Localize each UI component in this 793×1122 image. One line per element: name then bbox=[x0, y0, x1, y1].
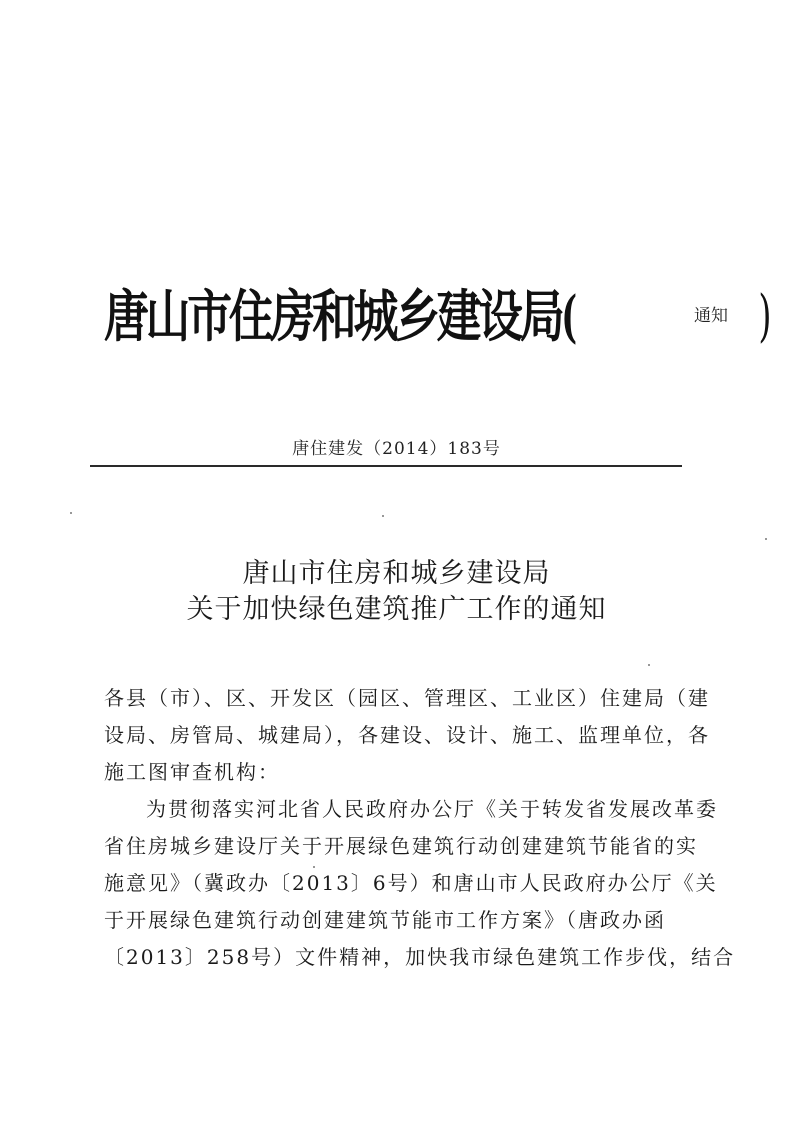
header-rule bbox=[90, 465, 682, 467]
addressee-line: 设局、房管局、城建局），各建设、设计、施工、监理单位，各 bbox=[104, 723, 710, 747]
body-paragraph bbox=[104, 791, 736, 976]
title-line-1: 唐山市住房和城乡建设局 bbox=[242, 558, 551, 589]
masthead bbox=[104, 282, 772, 362]
addressee-line: 各县（市）、区、开发区（园区、管理区、工业区）住建局（建 bbox=[104, 686, 710, 710]
addressee-line: 施工图审查机构： bbox=[104, 760, 280, 784]
scan-speck bbox=[765, 538, 767, 540]
document-body bbox=[104, 680, 736, 976]
masthead-organization: 唐山市住房和城乡建设局 bbox=[104, 284, 562, 350]
body-line: 于开展绿色建筑行动创建建筑节能市工作方案》（唐政办函 bbox=[104, 908, 666, 932]
masthead-paren-close: ) bbox=[758, 284, 772, 349]
document-title bbox=[0, 556, 793, 628]
scan-speck bbox=[313, 866, 315, 868]
document-number: 唐住建发（2014）183号 bbox=[292, 439, 501, 459]
body-line: 省住房城乡建设厅关于开展绿色建筑行动创建建筑节能省的实 bbox=[104, 834, 698, 858]
scan-speck bbox=[70, 512, 72, 514]
scan-speck bbox=[382, 515, 384, 517]
body-line: 〔2013〕258号）文件精神，加快我市绿色建筑工作步伐，结合 bbox=[104, 945, 736, 969]
title-line-2: 关于加快绿色建筑推广工作的通知 bbox=[186, 594, 607, 625]
masthead-document-type: 通知 bbox=[694, 306, 728, 326]
masthead-paren-open: ( bbox=[561, 284, 578, 350]
addressee-paragraph bbox=[104, 680, 710, 791]
body-line: 为贯彻落实河北省人民政府办公厅《关于转发省发展改革委 bbox=[146, 797, 718, 821]
scan-speck bbox=[648, 664, 650, 666]
body-line: 施意见》（冀政办〔2013〕6号）和唐山市人民政府办公厅《关 bbox=[104, 871, 718, 895]
